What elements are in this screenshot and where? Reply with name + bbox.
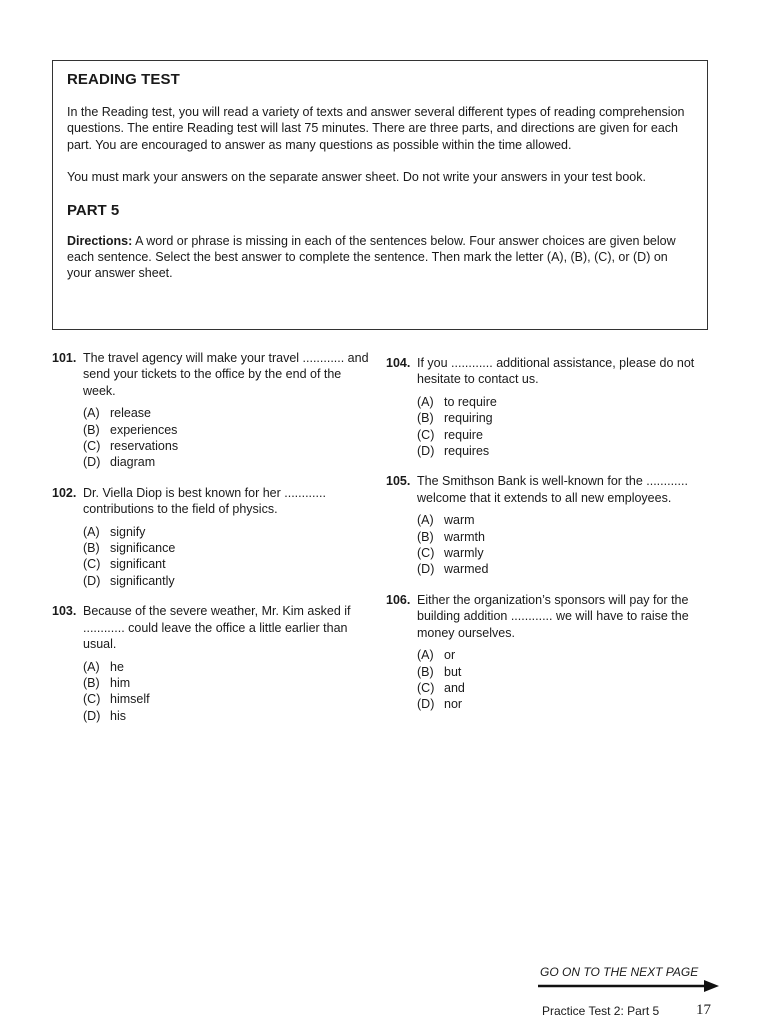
option-text: to require [444, 394, 497, 409]
question-text: Either the organization’s sponsors will pay for the building addition ............ we will have to raise the money ourselves. [417, 592, 689, 640]
answer-option [417, 410, 704, 426]
answer-option [417, 696, 704, 712]
option-letter: (B) [417, 529, 434, 544]
option-text: warm [444, 513, 475, 528]
answer-option [417, 545, 704, 561]
option-text: reservations [110, 439, 179, 454]
option-letter: (A) [83, 659, 100, 674]
option-text: significance [110, 541, 176, 556]
answer-option [83, 524, 370, 540]
option-letter: (B) [83, 541, 100, 556]
option-text: his [110, 708, 126, 723]
footer-section-label: Practice Test 2: Part 5 [542, 1004, 660, 1018]
answer-option [83, 422, 370, 438]
option-letter: (A) [417, 648, 434, 663]
option-text: diagram [110, 455, 156, 470]
option-text: release [110, 406, 151, 421]
option-text: he [110, 659, 124, 674]
answer-option [417, 512, 704, 528]
questions-right-column [386, 355, 704, 727]
option-letter: (B) [83, 422, 100, 437]
question-104 [386, 355, 704, 459]
answer-option [417, 647, 704, 663]
answer-option [417, 680, 704, 696]
go-to-next-page-text: GO ON TO THE NEXT PAGE [540, 965, 699, 979]
right-arrow-icon [538, 979, 720, 993]
question-number: 104. [386, 356, 411, 370]
answer-option [83, 691, 370, 707]
answer-option [83, 540, 370, 556]
question-text: If you ............ additional assistance, please do not hesitate to contact us. [417, 356, 695, 387]
answer-option [417, 561, 704, 577]
option-letter: (C) [83, 557, 101, 572]
answer-option [417, 394, 704, 410]
question-text: The travel agency will make your travel ............ and send your tickets to the office by the end of the week. [83, 351, 369, 398]
option-text: him [110, 675, 131, 690]
question-text: The Smithson Bank is well-known for the ............ welcome that it extends to all new employees. [417, 474, 688, 505]
answer-sheet-note: You must mark your answers on the separate answer sheet. Do not write your answers in your test book. [67, 170, 646, 185]
option-text: warmth [444, 529, 485, 544]
answer-option [83, 659, 370, 675]
option-text: nor [444, 697, 463, 712]
answer-option [83, 556, 370, 572]
option-text: himself [110, 692, 150, 707]
answer-option [417, 443, 704, 459]
question-text: Dr. Viella Diop is best known for her ............ contributions to the field of physics. [83, 485, 326, 517]
question-number: 102. [52, 485, 77, 500]
option-letter: (D) [417, 697, 435, 712]
option-letter: (A) [83, 524, 100, 539]
part-title: PART 5 [67, 201, 120, 219]
option-text: require [444, 427, 483, 442]
question-number: 101. [52, 351, 77, 365]
option-letter: (C) [417, 427, 435, 442]
option-letter: (C) [417, 680, 435, 695]
option-letter: (C) [417, 546, 435, 561]
option-letter: (B) [83, 675, 100, 690]
answer-option [83, 708, 370, 724]
option-text: signify [110, 524, 146, 539]
question-number: 105. [386, 474, 411, 489]
instructions-box [52, 60, 708, 330]
option-letter: (D) [83, 455, 101, 470]
page-number: 17 [696, 1002, 711, 1018]
answer-option [417, 529, 704, 545]
option-letter: (D) [83, 708, 101, 723]
answer-option [83, 454, 370, 470]
option-text: significant [110, 557, 166, 572]
option-letter: (B) [417, 411, 434, 426]
answer-option [83, 675, 370, 691]
option-text: requires [444, 444, 490, 459]
answer-option [83, 438, 370, 454]
option-letter: (D) [83, 573, 101, 588]
option-letter: (C) [83, 692, 101, 707]
question-101 [52, 350, 370, 471]
question-number: 103. [52, 604, 77, 619]
answer-option [417, 427, 704, 443]
reading-test-title: READING TEST [67, 71, 180, 88]
directions-text: A word or phrase is missing in each of the sentences below. Four answer choices are given below each sentence. Select the best answer to complete the sentence. Then mark the letter (A), (B), (C), or (D) on your answer sheet. [67, 233, 676, 281]
option-text: but [444, 664, 462, 679]
option-letter: (A) [417, 513, 434, 528]
option-letter: (A) [417, 394, 434, 409]
answer-option [83, 573, 370, 589]
question-number: 106. [386, 592, 411, 607]
answer-option [83, 405, 370, 421]
option-text: experiences [110, 422, 178, 437]
option-letter: (D) [417, 562, 435, 577]
questions-left-column [52, 350, 370, 738]
question-106 [386, 592, 704, 713]
directions-label: Directions: [67, 233, 133, 248]
option-text: or [444, 648, 456, 663]
option-text: warmed [444, 562, 489, 577]
option-letter: (B) [417, 664, 434, 679]
intro-paragraph: In the Reading test, you will read a variety of texts and answer several different types of reading comprehension questions. The entire Reading test will last 75 minutes. There are three parts, and directions are given for each part. You are encouraged to answer as many questions as possible within the time allowed. [67, 105, 685, 152]
question-102 [52, 485, 370, 589]
option-letter: (D) [417, 444, 435, 459]
question-105 [386, 473, 704, 577]
answer-option [417, 664, 704, 680]
option-text: requiring [444, 411, 493, 426]
option-letter: (C) [83, 439, 101, 454]
option-text: warmly [444, 546, 484, 561]
directions-paragraph [67, 233, 693, 282]
option-text: and [444, 680, 465, 695]
option-letter: (A) [83, 406, 100, 421]
option-text: significantly [110, 573, 175, 588]
question-text: Because of the severe weather, Mr. Kim asked if ............ could leave the office a little earlier than usual. [83, 604, 351, 652]
question-103 [52, 603, 370, 724]
